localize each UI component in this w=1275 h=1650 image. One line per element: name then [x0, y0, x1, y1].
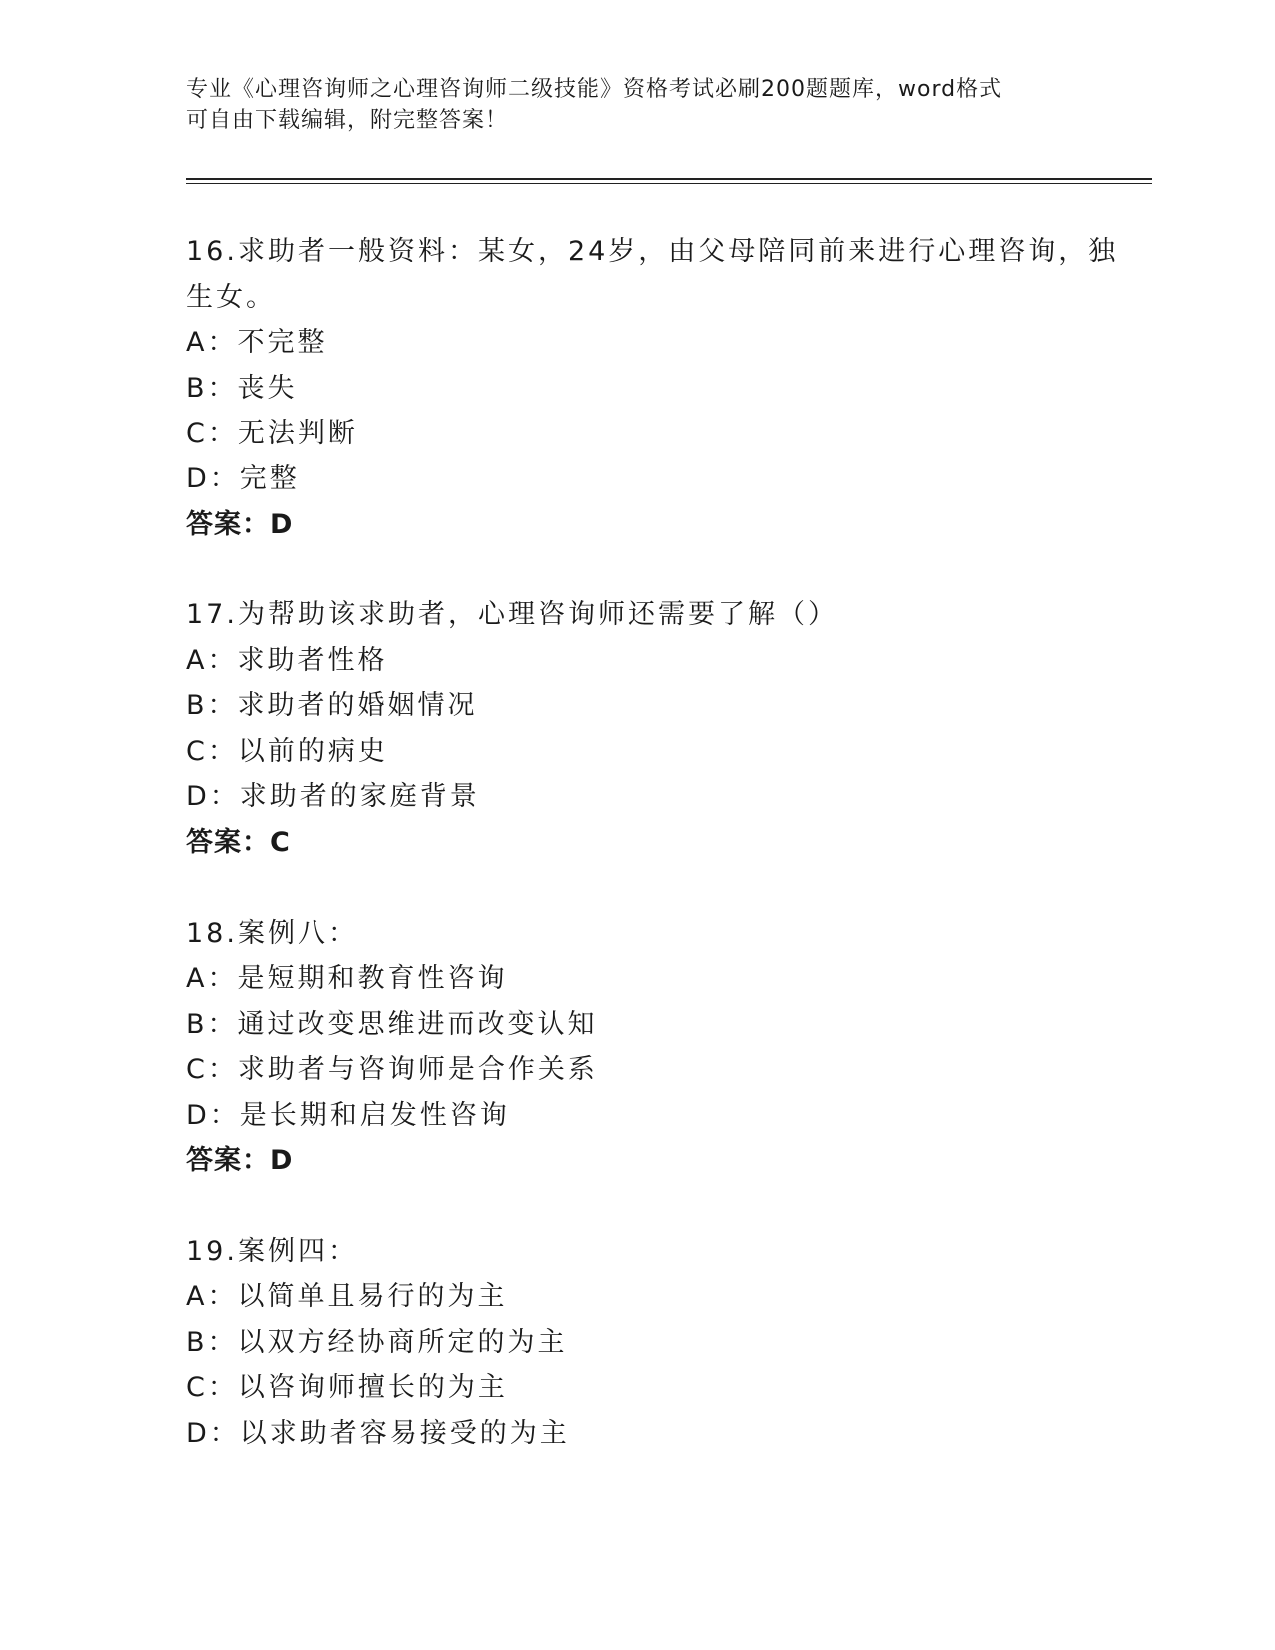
option-c: C：以前的病史	[186, 736, 388, 767]
option-d: D：完整	[186, 463, 300, 494]
option-b: B：以双方经协商所定的为主	[186, 1327, 568, 1358]
option-c: C：以咨询师擅长的为主	[186, 1372, 508, 1403]
option-c: C：求助者与咨询师是合作关系	[186, 1054, 598, 1085]
answer-label: 答案：C	[186, 827, 291, 858]
option-d: D：是长期和启发性咨询	[186, 1100, 510, 1131]
answer-label: 答案：D	[186, 509, 294, 540]
answer-label: 答案：D	[186, 1145, 294, 1176]
option-b: B：求助者的婚姻情况	[186, 690, 478, 721]
option-a: A：求助者性格	[186, 645, 388, 676]
option-a: A：不完整	[186, 327, 328, 358]
header-divider-thick	[186, 178, 1152, 180]
header-line-2: 可自由下载编辑，附完整答案！	[186, 108, 509, 133]
option-c: C：无法判断	[186, 418, 358, 449]
option-d: D：求助者的家庭背景	[186, 781, 480, 812]
header-divider-thin	[186, 183, 1152, 184]
question-stem: 19.案例四：	[186, 1236, 358, 1267]
header-line-1: 专业《心理咨询师之心理咨询师二级技能》资格考试必刷200题题库，word格式	[186, 77, 1003, 102]
option-b: B：通过改变思维进而改变认知	[186, 1009, 598, 1040]
option-a: A：是短期和教育性咨询	[186, 963, 508, 994]
option-a: A：以简单且易行的为主	[186, 1281, 508, 1312]
document-header	[186, 74, 1066, 136]
question-stem-continued: 生女。	[186, 282, 276, 313]
question-stem: 17.为帮助该求助者，心理咨询师还需要了解（）	[186, 599, 838, 630]
option-d: D：以求助者容易接受的为主	[186, 1418, 570, 1449]
question-stem: 16.求助者一般资料：某女，24岁，由父母陪同前来进行心理咨询，独	[186, 236, 1119, 267]
question-stem: 18.案例八：	[186, 918, 358, 949]
option-b: B：丧失	[186, 373, 298, 404]
